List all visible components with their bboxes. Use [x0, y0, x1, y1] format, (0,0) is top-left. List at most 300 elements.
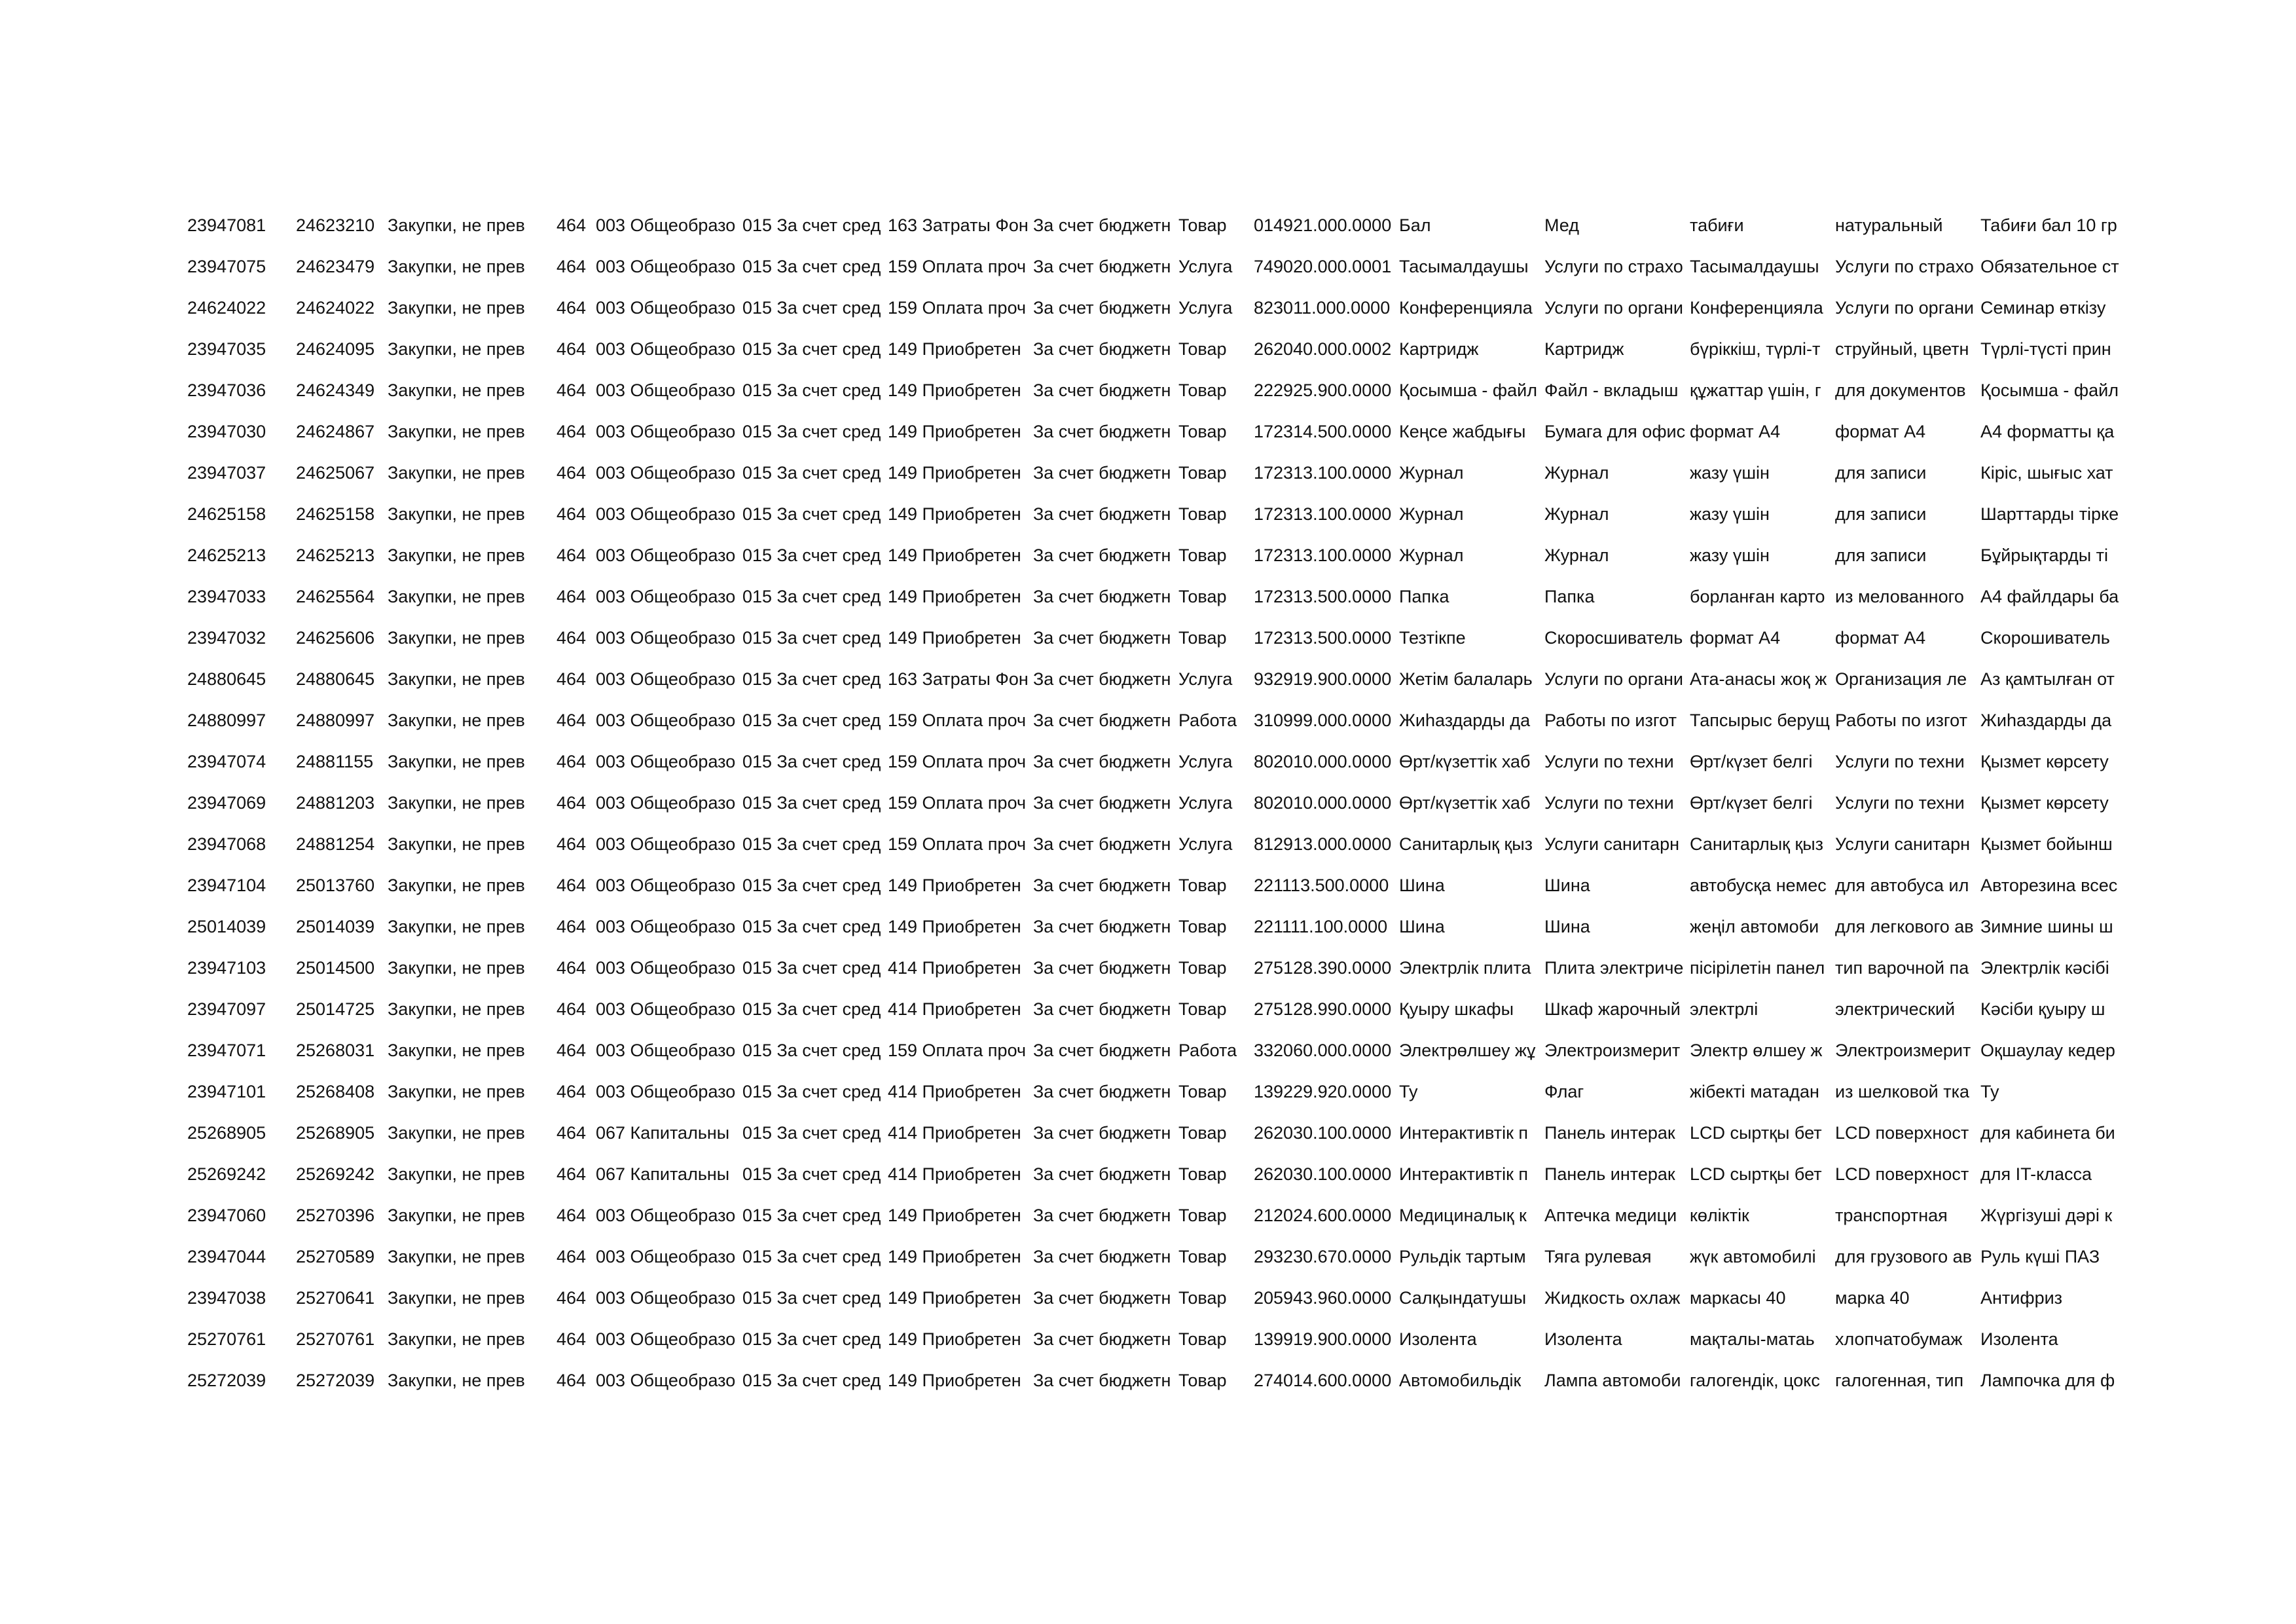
table-cell: 003 Общеобразо — [596, 1329, 736, 1349]
table-cell: Рульдік тартым — [1399, 1247, 1526, 1266]
table-cell: Услуги по органи — [1544, 669, 1683, 689]
table-cell: Закупки, не прев — [388, 710, 525, 730]
table-cell: 221111.100.0000 — [1254, 917, 1388, 936]
table-row — [0, 205, 2296, 246]
table-cell: За счет бюджетн — [1033, 1164, 1171, 1184]
table-cell: Түрлі-түсті прин — [1980, 339, 2111, 359]
table-cell: 802010.000.0000 — [1254, 793, 1392, 813]
table-cell: Конференцияла — [1690, 298, 1823, 318]
table-cell: Закупки, не прев — [388, 380, 525, 400]
table-cell: Санитарлық қыз — [1690, 834, 1824, 854]
table-cell: Закупки, не прев — [388, 628, 525, 648]
table-cell: Товар — [1178, 1082, 1227, 1101]
table-cell: 24624867 — [296, 422, 375, 441]
table-cell: 015 За счет сред — [742, 1329, 881, 1349]
table-cell: Закупки, не прев — [388, 463, 525, 483]
table-cell: Закупки, не прев — [388, 999, 525, 1019]
table-cell: 24623210 — [296, 215, 375, 235]
table-cell: Закупки, не прев — [388, 339, 525, 359]
table-row — [0, 1071, 2296, 1113]
table-cell: Аз қамтылған от — [1980, 669, 2115, 689]
table-cell: Изолента — [1399, 1329, 1477, 1349]
table-cell: 24624349 — [296, 380, 375, 400]
table-cell: 24881254 — [296, 834, 375, 854]
table-cell: Услуги санитарн — [1835, 834, 1971, 854]
table-cell: 159 Оплата проч — [888, 298, 1027, 318]
table-cell: Өрт/күзет белгі — [1690, 752, 1813, 771]
table-cell: Закупки, не прев — [388, 257, 525, 276]
table-cell: Картридж — [1399, 339, 1479, 359]
table-cell: 015 За счет сред — [742, 257, 881, 276]
table-cell: 24625564 — [296, 587, 375, 606]
table-cell: 159 Оплата проч — [888, 793, 1027, 813]
table-cell: 23947038 — [187, 1288, 266, 1308]
table-cell: 23947030 — [187, 422, 266, 441]
table-cell: 464 — [556, 545, 587, 565]
table-cell: Кәсіби қуыру ш — [1980, 999, 2105, 1019]
table-cell: 25268031 — [296, 1041, 375, 1060]
table-cell: 23947068 — [187, 834, 266, 854]
table-cell: тип варочной па — [1835, 958, 1969, 978]
table-cell: Услуги по техни — [1544, 793, 1674, 813]
table-cell: Товар — [1178, 876, 1227, 895]
table-cell: 24625158 — [296, 504, 375, 524]
table-cell: 221113.500.0000 — [1254, 876, 1389, 895]
table-cell: 015 За счет сред — [742, 215, 881, 235]
table-cell: 172313.500.0000 — [1254, 587, 1392, 606]
table-cell: жүк автомобилі — [1690, 1247, 1816, 1266]
table-cell: За счет бюджетн — [1033, 958, 1171, 978]
table-cell: Санитарлық қыз — [1399, 834, 1533, 854]
table-cell: Шина — [1399, 876, 1445, 895]
table-cell: Закупки, не прев — [388, 1041, 525, 1060]
table-cell: 414 Приобретен — [888, 1123, 1021, 1143]
table-cell: 067 Капитальны — [596, 1164, 730, 1184]
table-cell: Услуга — [1178, 752, 1233, 771]
table-cell: 464 — [556, 1123, 587, 1143]
table-cell: Товар — [1178, 958, 1227, 978]
table-cell: 293230.670.0000 — [1254, 1247, 1392, 1266]
table-cell: 003 Общеобразо — [596, 917, 736, 936]
table-cell: 25013760 — [296, 876, 375, 895]
table-cell: Закупки, не прев — [388, 215, 525, 235]
table-cell: За счет бюджетн — [1033, 257, 1171, 276]
table-cell: А4 файлдары ба — [1980, 587, 2119, 606]
table-cell: Закупки, не прев — [388, 1247, 525, 1266]
table-cell: LCD поверхност — [1835, 1164, 1969, 1184]
table-cell: Ата-анасы жоқ ж — [1690, 669, 1827, 689]
table-cell: Авторезина всес — [1980, 876, 2118, 895]
table-cell: За счет бюджетн — [1033, 1041, 1171, 1060]
table-cell: 812913.000.0000 — [1254, 834, 1392, 854]
table-cell: 25272039 — [296, 1371, 375, 1390]
table-cell: Закупки, не прев — [388, 587, 525, 606]
table-cell: 159 Оплата проч — [888, 752, 1027, 771]
table-cell: Товар — [1178, 339, 1227, 359]
table-cell: 003 Общеобразо — [596, 380, 736, 400]
table-cell: 172313.100.0000 — [1254, 545, 1392, 565]
table-cell: 149 Приобретен — [888, 504, 1021, 524]
table-cell: 015 За счет сред — [742, 1206, 881, 1225]
table-cell: 464 — [556, 793, 587, 813]
table-cell: 003 Общеобразо — [596, 215, 736, 235]
table-cell: 414 Приобретен — [888, 1082, 1021, 1101]
table-cell: Журнал — [1544, 504, 1609, 524]
table-row — [0, 246, 2296, 287]
table-cell: 464 — [556, 380, 587, 400]
table-cell: 464 — [556, 958, 587, 978]
table-cell: 25270589 — [296, 1247, 375, 1266]
table-cell: 003 Общеобразо — [596, 545, 736, 565]
table-cell: За счет бюджетн — [1033, 215, 1171, 235]
table-cell: 015 За счет сред — [742, 917, 881, 936]
table-cell: Услуга — [1178, 793, 1233, 813]
table-cell: За счет бюджетн — [1033, 1082, 1171, 1101]
table-cell: 149 Приобретен — [888, 463, 1021, 483]
table-cell: 24623479 — [296, 257, 375, 276]
table-cell: Услуги санитарн — [1544, 834, 1680, 854]
table-cell: 23947075 — [187, 257, 266, 276]
table-cell: струйный, цветн — [1835, 339, 1969, 359]
table-cell: 275128.990.0000 — [1254, 999, 1392, 1019]
table-cell: формат А4 — [1690, 422, 1781, 441]
table-cell: Товар — [1178, 999, 1227, 1019]
table-cell: 25014725 — [296, 999, 375, 1019]
table-cell: электрический — [1835, 999, 1956, 1019]
table-cell: формат А4 — [1835, 628, 1926, 648]
table-cell: За счет бюджетн — [1033, 1371, 1171, 1390]
table-cell: 003 Общеобразо — [596, 876, 736, 895]
table-cell: для записи — [1835, 545, 1927, 565]
table-cell: Услуга — [1178, 834, 1233, 854]
table-row — [0, 700, 2296, 741]
table-cell: 24624022 — [187, 298, 266, 318]
table-cell: Услуги по техни — [1835, 793, 1965, 813]
table-cell: 003 Общеобразо — [596, 463, 736, 483]
table-cell: За счет бюджетн — [1033, 504, 1171, 524]
table-cell: Конференцияла — [1399, 298, 1533, 318]
table-cell: 23947081 — [187, 215, 266, 235]
table-cell: Закупки, не прев — [388, 504, 525, 524]
table-cell: 24880645 — [296, 669, 375, 689]
table-cell: натуральный — [1835, 215, 1943, 235]
table-cell: 23947101 — [187, 1082, 266, 1101]
table-cell: Услуги по техни — [1835, 752, 1965, 771]
table-cell: Антифриз — [1980, 1288, 2063, 1308]
table-cell: 464 — [556, 1329, 587, 1349]
table-cell: Кіріс, шығыс хат — [1980, 463, 2113, 483]
table-cell: для записи — [1835, 463, 1927, 483]
table-cell: из шелковой тка — [1835, 1082, 1970, 1101]
table-cell: 015 За счет сред — [742, 1371, 881, 1390]
table-cell: Бумага для офис — [1544, 422, 1686, 441]
table-row — [0, 1154, 2296, 1195]
table-cell: 149 Приобретен — [888, 380, 1021, 400]
table-cell: 222925.900.0000 — [1254, 380, 1392, 400]
table-cell: для кабинета би — [1980, 1123, 2115, 1143]
table-row — [0, 948, 2296, 989]
table-cell: Скоросшиватель — [1544, 628, 1683, 648]
table-cell: Журнал — [1399, 463, 1464, 483]
table-cell: Руль күші ПАЗ — [1980, 1247, 2100, 1266]
table-cell: Работа — [1178, 1041, 1237, 1060]
table-cell: 015 За счет сред — [742, 710, 881, 730]
table-cell: Интерактивтік п — [1399, 1164, 1529, 1184]
table-cell: 464 — [556, 834, 587, 854]
table-cell: 464 — [556, 669, 587, 689]
table-cell: автобусқа немес — [1690, 876, 1827, 895]
table-cell: Электрлік плита — [1399, 958, 1531, 978]
table-cell: За счет бюджетн — [1033, 628, 1171, 648]
table-cell: 003 Общеобразо — [596, 999, 736, 1019]
table-cell: 149 Приобретен — [888, 1247, 1021, 1266]
table-cell: Шкаф жарочный — [1544, 999, 1681, 1019]
table-cell: 015 За счет сред — [742, 463, 881, 483]
table-cell: 172313.100.0000 — [1254, 463, 1392, 483]
table-cell: Ту — [1980, 1082, 1999, 1101]
table-cell: 172313.100.0000 — [1254, 504, 1392, 524]
table-cell: За счет бюджетн — [1033, 834, 1171, 854]
table-cell: 25014039 — [187, 917, 266, 936]
table-cell: 149 Приобретен — [888, 1206, 1021, 1225]
table-cell: көліктік — [1690, 1206, 1749, 1225]
table-row — [0, 659, 2296, 700]
table-cell: 23947033 — [187, 587, 266, 606]
table-cell: Закупки, не прев — [388, 1288, 525, 1308]
table-cell: 24625213 — [296, 545, 375, 565]
table-cell: 003 Общеобразо — [596, 1206, 736, 1225]
table-cell: 015 За счет сред — [742, 422, 881, 441]
table-cell: За счет бюджетн — [1033, 999, 1171, 1019]
table-cell: 212024.600.0000 — [1254, 1206, 1392, 1225]
table-cell: За счет бюджетн — [1033, 298, 1171, 318]
table-cell: 003 Общеобразо — [596, 298, 736, 318]
table-cell: 23947036 — [187, 380, 266, 400]
table-cell: 262030.100.0000 — [1254, 1164, 1392, 1184]
table-cell: 262030.100.0000 — [1254, 1123, 1392, 1143]
table-cell: марка 40 — [1835, 1288, 1910, 1308]
table-cell: Қосымша - файл — [1399, 380, 1537, 400]
table-cell: Лампочка для ф — [1980, 1371, 2115, 1390]
table-cell: 23947060 — [187, 1206, 266, 1225]
table-cell: жібекті матадан — [1690, 1082, 1819, 1101]
table-cell: Тасымалдаушы — [1399, 257, 1529, 276]
table-row — [0, 452, 2296, 494]
table-cell: Салқындатушы — [1399, 1288, 1527, 1308]
table-cell: Картридж — [1544, 339, 1624, 359]
table-cell: Лампа автомоби — [1544, 1371, 1681, 1390]
table-cell: А4 форматты қа — [1980, 422, 2115, 441]
table-cell: 464 — [556, 339, 587, 359]
table-cell: для записи — [1835, 504, 1927, 524]
table-cell: Тасымалдаушы — [1690, 257, 1819, 276]
table-cell: 414 Приобретен — [888, 958, 1021, 978]
table-cell: Изолента — [1980, 1329, 2058, 1349]
table-row — [0, 576, 2296, 618]
table-cell: 23947032 — [187, 628, 266, 648]
table-cell: 25270641 — [296, 1288, 375, 1308]
table-cell: 332060.000.0000 — [1254, 1041, 1392, 1060]
table-cell: Товар — [1178, 1247, 1227, 1266]
table-cell: 003 Общеобразо — [596, 710, 736, 730]
table-cell: Интерактивтік п — [1399, 1123, 1529, 1143]
table-cell: Товар — [1178, 1329, 1227, 1349]
table-cell: Тезтікпе — [1399, 628, 1466, 648]
table-cell: 149 Приобретен — [888, 545, 1021, 565]
table-cell: Обязательное ст — [1980, 257, 2119, 276]
table-cell: За счет бюджетн — [1033, 1247, 1171, 1266]
table-cell: Оқшаулау кедер — [1980, 1041, 2115, 1060]
table-cell: 25268408 — [296, 1082, 375, 1101]
table-cell: Организация ле — [1835, 669, 1967, 689]
table-cell: За счет бюджетн — [1033, 545, 1171, 565]
table-cell: 25268905 — [296, 1123, 375, 1143]
table-cell: 139919.900.0000 — [1254, 1329, 1392, 1349]
table-cell: для IT-класса — [1980, 1164, 2092, 1184]
table-cell: Товар — [1178, 463, 1227, 483]
table-cell: 003 Общеобразо — [596, 752, 736, 771]
table-cell: Товар — [1178, 587, 1227, 606]
table-cell: для легкового ав — [1835, 917, 1974, 936]
table-cell: 23947069 — [187, 793, 266, 813]
table-cell: 464 — [556, 628, 587, 648]
table-cell: Медициналық к — [1399, 1206, 1527, 1225]
table-cell: 464 — [556, 504, 587, 524]
table-cell: Қуыру шкафы — [1399, 999, 1514, 1019]
table-cell: 172313.500.0000 — [1254, 628, 1392, 648]
table-cell: Табиғи бал 10 гр — [1980, 215, 2117, 235]
table-cell: 149 Приобретен — [888, 876, 1021, 895]
table-cell: Закупки, не прев — [388, 1082, 525, 1101]
table-cell: За счет бюджетн — [1033, 587, 1171, 606]
table-cell: Жидкость охлаж — [1544, 1288, 1681, 1308]
table-cell: 003 Общеобразо — [596, 339, 736, 359]
table-cell: Закупки, не прев — [388, 545, 525, 565]
table-cell: 015 За счет сред — [742, 380, 881, 400]
table-cell: 159 Оплата проч — [888, 710, 1027, 730]
table-cell: Закупки, не прев — [388, 422, 525, 441]
table-cell: 015 За счет сред — [742, 958, 881, 978]
table-cell: Работы по изгот — [1544, 710, 1677, 730]
table-cell: 003 Общеобразо — [596, 1041, 736, 1060]
table-cell: 464 — [556, 999, 587, 1019]
table-cell: 24625606 — [296, 628, 375, 648]
table-row — [0, 411, 2296, 452]
table-cell: Работы по изгот — [1835, 710, 1967, 730]
table-cell: Қызмет көрсету — [1980, 752, 2109, 771]
table-cell: 014921.000.0000 — [1254, 215, 1392, 235]
table-cell: 015 За счет сред — [742, 298, 881, 318]
table-cell: 149 Приобретен — [888, 917, 1021, 936]
table-cell: 003 Общеобразо — [596, 1288, 736, 1308]
table-cell: За счет бюджетн — [1033, 1329, 1171, 1349]
table-cell: 25269242 — [187, 1164, 266, 1184]
table-cell: За счет бюджетн — [1033, 339, 1171, 359]
table-row — [0, 1113, 2296, 1154]
table-cell: 464 — [556, 710, 587, 730]
table-cell: Скорошиватель — [1980, 628, 2110, 648]
table-cell: За счет бюджетн — [1033, 917, 1171, 936]
table-cell: Товар — [1178, 1164, 1227, 1184]
table-cell: 205943.960.0000 — [1254, 1288, 1392, 1308]
table-cell: 003 Общеобразо — [596, 257, 736, 276]
table-cell: 015 За счет сред — [742, 628, 881, 648]
table-cell: 163 Затраты Фон — [888, 215, 1029, 235]
table-cell: Закупки, не прев — [388, 1164, 525, 1184]
table-cell: 24624022 — [296, 298, 375, 318]
table-cell: Закупки, не прев — [388, 669, 525, 689]
table-cell: 25270396 — [296, 1206, 375, 1225]
table-cell: пісірілетін панел — [1690, 958, 1825, 978]
table-cell: 172314.500.0000 — [1254, 422, 1392, 441]
table-cell: Товар — [1178, 1206, 1227, 1225]
table-cell: 464 — [556, 463, 587, 483]
table-cell: Электр өлшеу ж — [1690, 1041, 1823, 1060]
table-cell: За счет бюджетн — [1033, 380, 1171, 400]
table-cell: мақталы-матаь — [1690, 1329, 1815, 1349]
table-cell: Закупки, не прев — [388, 1206, 525, 1225]
table-cell: Закупки, не прев — [388, 298, 525, 318]
table-cell: 25269242 — [296, 1164, 375, 1184]
table-cell: Закупки, не прев — [388, 917, 525, 936]
table-cell: 464 — [556, 876, 587, 895]
table-cell: Услуга — [1178, 257, 1233, 276]
table-cell: хлопчатобумаж — [1835, 1329, 1963, 1349]
table-cell: Журнал — [1544, 463, 1609, 483]
table-row — [0, 741, 2296, 783]
table-cell: 149 Приобретен — [888, 628, 1021, 648]
table-cell: 015 За счет сред — [742, 793, 881, 813]
table-cell: галогенная, тип — [1835, 1371, 1964, 1390]
table-cell: Услуги по органи — [1835, 298, 1974, 318]
table-cell: Услуги по страхо — [1835, 257, 1974, 276]
table-cell: Ту — [1399, 1082, 1418, 1101]
table-cell: Товар — [1178, 215, 1227, 235]
table-cell: 24880997 — [187, 710, 266, 730]
table-cell: формат А4 — [1690, 628, 1781, 648]
table-cell: Товар — [1178, 545, 1227, 565]
table-cell: 015 За счет сред — [742, 752, 881, 771]
table-cell: 24881155 — [296, 752, 374, 771]
table-cell: 749020.000.0001 — [1254, 257, 1392, 276]
table-cell: 015 За счет сред — [742, 545, 881, 565]
table-cell: Электроизмерит — [1835, 1041, 1971, 1060]
table-cell: Товар — [1178, 917, 1227, 936]
table-cell: 159 Оплата проч — [888, 834, 1027, 854]
table-cell: За счет бюджетн — [1033, 1206, 1171, 1225]
table-cell: Закупки, не прев — [388, 1123, 525, 1143]
table-cell: 003 Общеобразо — [596, 504, 736, 524]
table-cell: Жиһаздарды да — [1980, 710, 2112, 730]
table-cell: Панель интерак — [1544, 1123, 1675, 1143]
table-cell: Товар — [1178, 1123, 1227, 1143]
table-row — [0, 535, 2296, 576]
table-cell: 003 Общеобразо — [596, 1082, 736, 1101]
table-cell: жазу үшін — [1690, 463, 1770, 483]
table-cell: 262040.000.0002 — [1254, 339, 1392, 359]
table-cell: Закупки, не прев — [388, 1329, 525, 1349]
table-cell: За счет бюджетн — [1033, 710, 1171, 730]
table-cell: За счет бюджетн — [1033, 463, 1171, 483]
table-cell: Товар — [1178, 1371, 1227, 1390]
table-cell: 23947071 — [187, 1041, 266, 1060]
table-cell: Файл - вкладыш — [1544, 380, 1679, 400]
table-cell: Плита электриче — [1544, 958, 1684, 978]
table-cell: 003 Общеобразо — [596, 587, 736, 606]
table-cell: LCD поверхност — [1835, 1123, 1969, 1143]
table-cell: 015 За счет сред — [742, 999, 881, 1019]
table-cell: Өрт/күзеттік хаб — [1399, 752, 1531, 771]
